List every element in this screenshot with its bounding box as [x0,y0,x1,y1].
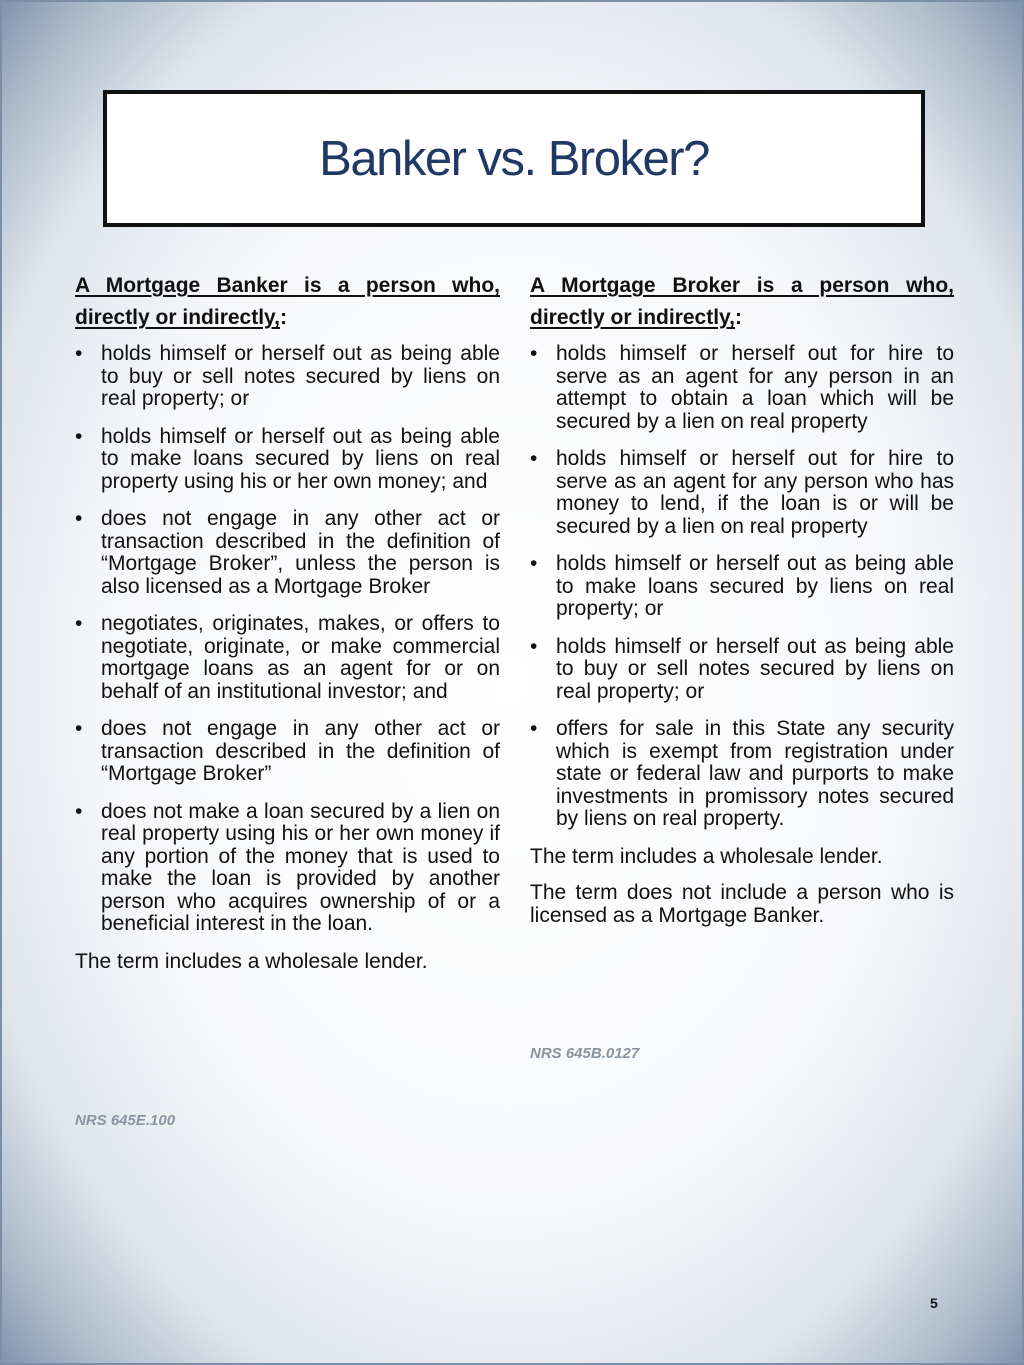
broker-closing-wholesale: The term includes a wholesale lender. [530,844,883,868]
page-title: Banker vs. Broker? [319,131,709,186]
bullet-icon: • [75,424,83,448]
bullet-icon: • [530,552,538,575]
bullet-icon: • [75,799,83,823]
banker-item-text: holds himself or herself out as being able to buy or sell notes secured by liens on real property; or [101,342,500,410]
broker-closing-exclusion: The term does not include a person who is licensed as a Mortgage Banker. [530,881,954,927]
broker-item-text: holds himself or herself out for hire to serve as an agent for any person who has money to lend, if the loan is or will be secured by a lien on real property [556,447,954,538]
banker-item-text: negotiates, originates, makes, or offers to negotiate, originate, or make commercial mortgage loans as an agent for or on behalf of an institutional investor; and [101,612,500,703]
broker-list [530,343,954,831]
list-item [75,426,500,494]
bullet-icon: • [530,717,538,740]
list-item [530,448,954,538]
list-item [75,613,500,703]
banker-heading [75,270,500,334]
list-item [530,718,954,831]
banker-column [75,270,500,987]
list-item [530,636,954,704]
bullet-icon: • [75,342,83,365]
broker-item-text: holds himself or herself out as being able to buy or sell notes secured by liens on real property; or [556,634,954,703]
broker-statute-reference: NRS 645B.0127 [530,1045,640,1062]
banker-item-text: does not make a loan secured by a lien on real property using his or her own money if any portion of the money that is used to make the loan is provided by another person who acquires ownership of or a beneficial interest in the loan. [101,799,500,935]
broker-item-text: holds himself or herself out for hire to serve as an agent for any person in an attempt to obtain a loan which will be secured by a lien on real property [556,342,954,433]
banker-item-text: holds himself or herself out as being able to make loans secured by liens on real property using his or her own money; and [101,424,500,493]
list-item [530,553,954,621]
banker-item-text: does not engage in any other act or transaction described in the definition of “Mortgage Broker”, unless the person is also licensed as a Mortgage Broker [101,507,500,598]
bullet-icon: • [75,507,83,530]
broker-heading-colon: : [735,306,743,329]
banker-list [75,343,500,936]
banker-closing: The term includes a wholesale lender. [75,949,428,973]
broker-column [530,270,954,941]
bullet-icon: • [530,342,538,365]
list-item [75,508,500,598]
list-item [75,801,500,936]
list-item [530,343,954,433]
broker-item-text: offers for sale in this State any security which is exempt from registration under state or federal law and purports to make investments in promissory notes secured by liens on real property. [556,717,954,830]
banker-statute-reference: NRS 645E.100 [75,1112,176,1129]
bullet-icon: • [75,612,83,635]
bullet-icon: • [75,717,83,740]
list-item [75,343,500,411]
page-number: 5 [930,1295,938,1311]
list-item [75,718,500,786]
banker-heading-text: A Mortgage Banker is a person who, directly or indirectly, [75,274,500,329]
broker-item-text: holds himself or herself out as being able to make loans secured by liens on real property; or [556,552,954,620]
broker-heading-text: A Mortgage Broker is a person who, directly or indirectly, [530,274,954,329]
bullet-icon: • [530,634,538,658]
banker-item-text: does not engage in any other act or transaction described in the definition of “Mortgage Broker” [101,717,500,785]
broker-heading [530,270,954,334]
bullet-icon: • [530,447,538,470]
banker-heading-colon: : [280,306,288,329]
title-box [103,90,925,227]
